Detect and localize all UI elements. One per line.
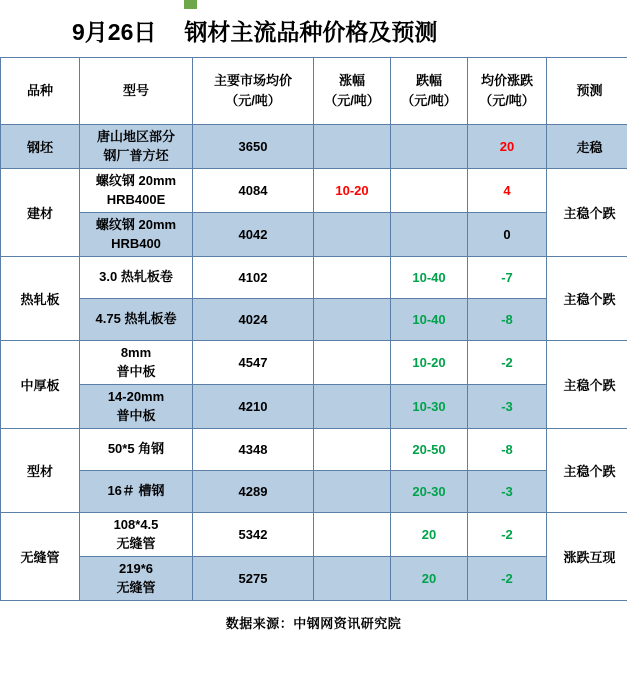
row-avg-change: -2 bbox=[468, 557, 547, 601]
row-avg-change: -8 bbox=[468, 429, 547, 471]
row-avg-price: 4547 bbox=[193, 341, 314, 385]
table-row bbox=[1, 429, 627, 471]
table-row bbox=[1, 557, 627, 601]
row-avg-change: 20 bbox=[468, 125, 547, 169]
row-model: 219*6 无缝管 bbox=[80, 557, 193, 601]
row-model: 14-20mm 普中板 bbox=[80, 385, 193, 429]
row-increase bbox=[314, 429, 391, 471]
row-decrease: 10-40 bbox=[391, 299, 468, 341]
table-header bbox=[1, 58, 627, 125]
row-model: 3.0 热轧板卷 bbox=[80, 257, 193, 299]
row-category: 热轧板 bbox=[1, 257, 80, 341]
row-model: 螺纹钢 20mm HRB400 bbox=[80, 213, 193, 257]
row-increase bbox=[314, 341, 391, 385]
row-decrease bbox=[391, 213, 468, 257]
row-avg-price: 4102 bbox=[193, 257, 314, 299]
row-increase bbox=[314, 213, 391, 257]
row-forecast: 主稳个跌 bbox=[547, 429, 627, 513]
row-increase bbox=[314, 513, 391, 557]
row-model: 108*4.5 无缝管 bbox=[80, 513, 193, 557]
row-model: 4.75 热轧板卷 bbox=[80, 299, 193, 341]
row-decrease bbox=[391, 125, 468, 169]
row-avg-change: 4 bbox=[468, 169, 547, 213]
row-avg-price: 4289 bbox=[193, 471, 314, 513]
green-marker-decoration bbox=[184, 0, 197, 9]
row-model: 唐山地区部分 钢厂普方坯 bbox=[80, 125, 193, 169]
table-row bbox=[1, 341, 627, 385]
column-header-avg-change: 均价涨跌 （元/吨） bbox=[468, 58, 547, 125]
table-row bbox=[1, 169, 627, 213]
column-header-increase: 涨幅 （元/吨） bbox=[314, 58, 391, 125]
row-increase bbox=[314, 125, 391, 169]
row-forecast: 主稳个跌 bbox=[547, 169, 627, 257]
row-model: 50*5 角钢 bbox=[80, 429, 193, 471]
row-decrease: 10-30 bbox=[391, 385, 468, 429]
row-category: 型材 bbox=[1, 429, 80, 513]
row-category: 建材 bbox=[1, 169, 80, 257]
table-row bbox=[1, 471, 627, 513]
row-model: 螺纹钢 20mm HRB400E bbox=[80, 169, 193, 213]
row-decrease: 10-40 bbox=[391, 257, 468, 299]
table-body bbox=[1, 125, 627, 601]
row-category: 钢坯 bbox=[1, 125, 80, 169]
row-model: 16＃ 槽钢 bbox=[80, 471, 193, 513]
row-avg-change: -2 bbox=[468, 341, 547, 385]
row-decrease: 20 bbox=[391, 557, 468, 601]
row-avg-change: -8 bbox=[468, 299, 547, 341]
row-increase bbox=[314, 299, 391, 341]
row-avg-price: 5342 bbox=[193, 513, 314, 557]
row-avg-price: 4348 bbox=[193, 429, 314, 471]
row-forecast: 主稳个跌 bbox=[547, 257, 627, 341]
table-header-row bbox=[1, 58, 627, 125]
table-row bbox=[1, 385, 627, 429]
row-avg-price: 4210 bbox=[193, 385, 314, 429]
row-avg-change: -3 bbox=[468, 385, 547, 429]
row-forecast: 走稳 bbox=[547, 125, 627, 169]
steel-price-table bbox=[0, 57, 627, 601]
row-increase bbox=[314, 257, 391, 299]
row-avg-price: 4024 bbox=[193, 299, 314, 341]
column-header-decrease: 跌幅 （元/吨） bbox=[391, 58, 468, 125]
row-model: 8mm 普中板 bbox=[80, 341, 193, 385]
table-row bbox=[1, 513, 627, 557]
row-increase: 10-20 bbox=[314, 169, 391, 213]
column-header-avg-price: 主要市场均价 （元/吨） bbox=[193, 58, 314, 125]
row-avg-price: 4084 bbox=[193, 169, 314, 213]
row-decrease: 10-20 bbox=[391, 341, 468, 385]
row-forecast: 涨跌互现 bbox=[547, 513, 627, 601]
row-increase bbox=[314, 471, 391, 513]
row-increase bbox=[314, 385, 391, 429]
row-category: 中厚板 bbox=[1, 341, 80, 429]
table-row bbox=[1, 213, 627, 257]
column-header-forecast: 预测 bbox=[547, 58, 627, 125]
table-row bbox=[1, 125, 627, 169]
table-row bbox=[1, 299, 627, 341]
row-increase bbox=[314, 557, 391, 601]
data-source-note: 数据来源：中钢网资讯研究院 bbox=[225, 616, 402, 631]
row-avg-change: 0 bbox=[468, 213, 547, 257]
row-category: 无缝管 bbox=[1, 513, 80, 601]
row-decrease bbox=[391, 169, 468, 213]
header-date: 9月26日 bbox=[72, 19, 157, 45]
row-avg-change: -2 bbox=[468, 513, 547, 557]
table-row bbox=[1, 257, 627, 299]
column-header-category: 品种 bbox=[1, 58, 80, 125]
row-decrease: 20 bbox=[391, 513, 468, 557]
row-avg-change: -7 bbox=[468, 257, 547, 299]
row-avg-price: 5275 bbox=[193, 557, 314, 601]
row-decrease: 20-50 bbox=[391, 429, 468, 471]
row-avg-price: 4042 bbox=[193, 213, 314, 257]
page-header bbox=[0, 0, 627, 57]
row-avg-price: 3650 bbox=[193, 125, 314, 169]
row-avg-change: -3 bbox=[468, 471, 547, 513]
page-title: 钢材主流品种价格及预测 bbox=[184, 19, 438, 45]
row-decrease: 20-30 bbox=[391, 471, 468, 513]
column-header-model: 型号 bbox=[80, 58, 193, 125]
row-forecast: 主稳个跌 bbox=[547, 341, 627, 429]
